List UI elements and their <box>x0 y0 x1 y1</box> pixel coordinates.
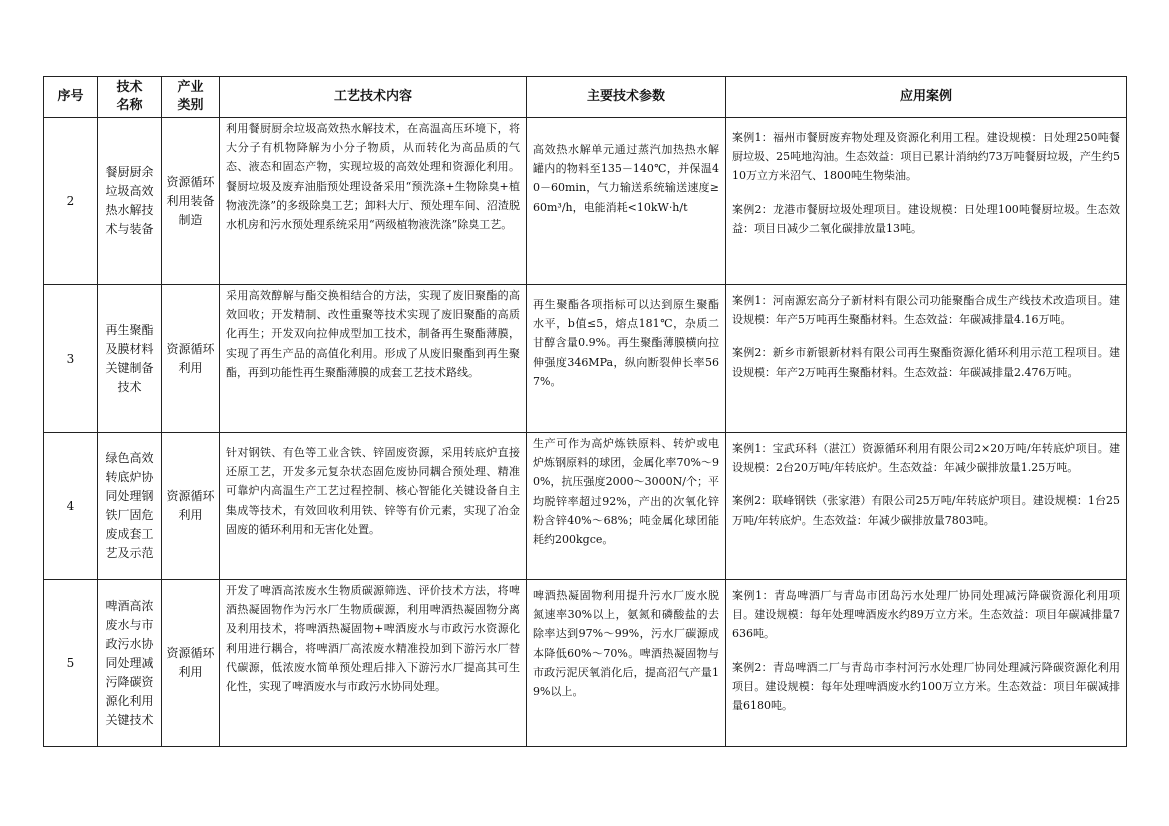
tech-name <box>98 433 162 580</box>
header-params: 主要技术参数 <box>527 77 726 118</box>
tech-name-text: 啤酒高浓废水与市政污水协同处理减污降碳资源化利用关键技术 <box>105 598 154 727</box>
case-2: 案例2：联峰钢铁（张家港）有限公司25万吨/年转底炉项目。建设规模：1台25万吨/年转底炉。生态效益：年减少碳排放量7803吨。 <box>732 494 1120 527</box>
tech-name <box>98 285 162 433</box>
main-params-text: 生产可作为高炉炼铁原料、转炉或电炉炼钢原料的球团，金属化率70%～90%，抗压强度2000～3000N/个；平均脱锌率超过92%，产出的次氧化锌粉含锌40%～68%；吨金属化球团能耗约200kgce。 <box>533 437 719 547</box>
case-1: 案例1：青岛啤酒厂与青岛市团岛污水处理厂协同处理减污降碳资源化利用项目。建设规模：每年处理啤酒废水约89万立方米。生态效益：项目年碳减排量7636吨。 <box>732 589 1120 641</box>
header-category <box>162 77 220 118</box>
case-1: 案例1：福州市餐厨废弃物处理及资源化利用工程。建设规模：日处理250吨餐厨垃圾、25吨地沟油。生态效益：项目已累计消纳约73万吨餐厨垃圾，产生约510万立方米沼气、1800吨生物柴油。 <box>732 131 1120 183</box>
tech-name-text: 再生聚酯及膜材料关键制备技术 <box>105 322 154 394</box>
table-row <box>44 118 1127 285</box>
row-number: 3 <box>44 285 98 433</box>
row-number: 4 <box>44 433 98 580</box>
case-1: 案例1：河南源宏高分子新材料有限公司功能聚酯合成生产线技术改造项目。建设规模：年产5万吨再生聚酯材料。生态效益：年碳减排量4.16万吨。 <box>732 294 1120 327</box>
header-no: 序号 <box>44 77 98 118</box>
tech-name <box>98 118 162 285</box>
process-content-text: 利用餐厨厨余垃圾高效热水解技术，在高温高压环境下，将大分子有机物降解为小分子物质，从而转化为高品质的气态、液态和固态产物，实现垃圾的高效处理和资源化利用。餐厨垃圾及废弃油脂预处理设备采用“预洗涤+生物除臭+植物液洗涤”的多级除臭工艺；卸料大厅、预处理车间、沼渣脱水机房和污水预处理系统采用“两级植物液洗涤”除臭工艺。 <box>226 122 520 232</box>
main-params <box>527 433 726 580</box>
process-content-text: 针对钢铁、有色等工业含铁、锌固废资源，采用转底炉直接还原工艺，开发多元复杂状态固危废协同耦合预处理、精准可靠炉内高温生产工艺过程控制、核心智能化关键设备自主集成等技术，有效回收利用铁、锌等有价元素，实现了冶金固废的循环利用和无害化处置。 <box>226 446 520 536</box>
industry-category-text: 资源循环利用 <box>166 341 215 375</box>
row-number: 5 <box>44 580 98 747</box>
industry-category <box>162 580 220 747</box>
main-params <box>527 118 726 285</box>
application-cases <box>726 285 1127 433</box>
industry-category <box>162 285 220 433</box>
main-params <box>527 580 726 747</box>
application-cases <box>726 118 1127 285</box>
application-cases <box>726 580 1127 747</box>
case-2: 案例2：青岛啤酒二厂与青岛市李村河污水处理厂协同处理减污降碳资源化利用项目。建设规模：每年处理啤酒废水约100万立方米。生态效益：项目年碳减排量6180吨。 <box>732 660 1120 713</box>
case-1: 案例1：宝武环科（湛江）资源循环利用有限公司2×20万吨/年转底炉项目。建设规模：2台20万吨/年转底炉。生态效益：年减少碳排放量1.25万吨。 <box>732 442 1120 475</box>
industry-category <box>162 118 220 285</box>
main-params-text: 再生聚酯各项指标可以达到原生聚酯水平，b值≤5，熔点181℃，杂质二甘醇含量0.9%。再生聚酯薄膜横向拉伸强度346MPa，纵向断裂伸长率567%。 <box>533 298 719 388</box>
process-content-text: 开发了啤酒高浓废水生物质碳源筛选、评价技术方法，将啤酒热凝固物作为污水厂生物质碳源，利用啤酒热凝固物分离及利用技术，将啤酒热凝固物+啤酒废水与市政污水资源化利用进行耦合，将啤酒厂高浓废水精准投加到下游污水厂替代碳源，低浓废水简单预处理后排入下游污水厂提高其可生化性，实现了啤酒废水与市政污水协同处理。 <box>226 584 520 694</box>
tech-name-text: 餐厨厨余垃圾高效热水解技术与装备 <box>105 165 154 236</box>
header-name-text: 技术名称 <box>116 80 143 113</box>
table-row <box>44 433 1127 580</box>
tech-name <box>98 580 162 747</box>
table-row <box>44 285 1127 433</box>
process-content-text: 采用高效醇解与酯交换相结合的方法，实现了废旧聚酯的高效回收；开发精制、改性重聚等技术实现了废旧聚酯的高质化再生；开发双向拉伸成型加工技术，制备再生聚酯薄膜，实现了再生产品的高值化利用。形成了从废旧聚酯到再生聚酯，再到功能性再生聚酯薄膜的成套工艺技术路线。 <box>226 289 520 379</box>
process-content <box>220 285 527 433</box>
table-header-row <box>44 77 1127 118</box>
case-2: 案例2：新乡市新银新材料有限公司再生聚酯资源化循环利用示范工程项目。建设规模：年产2万吨再生聚酯材料。生态效益：年碳减排量2.476万吨。 <box>732 346 1120 379</box>
industry-category-text: 资源循环利用 <box>166 489 215 522</box>
header-name <box>98 77 162 118</box>
main-params <box>527 285 726 433</box>
header-process: 工艺技术内容 <box>220 77 527 118</box>
header-category-text: 产业类别 <box>177 80 204 113</box>
main-params-text: 高效热水解单元通过蒸汽加热热水解罐内的物料至135－140℃，并保温40－60min，气力输送系统输送速度≥60m³/h，电能消耗<10kW·h/t <box>533 143 719 214</box>
row-number: 2 <box>44 118 98 285</box>
main-params-text: 啤酒热凝固物利用提升污水厂废水脱氮速率30%以上，氨氮和磷酸盐的去除率达到97%～99%，污水厂碳源成本降低60%～70%。啤酒热凝固物与市政污泥厌氧消化后，提高沼气产量19%以上。 <box>533 589 719 699</box>
industry-category <box>162 433 220 580</box>
process-content <box>220 433 527 580</box>
industry-category-text: 资源循环利用装备制造 <box>166 174 215 227</box>
tech-name-text: 绿色高效转底炉协同处理钢铁厂固危废成套工艺及示范 <box>105 451 154 560</box>
process-content <box>220 580 527 747</box>
table-row <box>44 580 1127 747</box>
industry-category-text: 资源循环利用 <box>166 646 215 679</box>
header-cases: 应用案例 <box>726 77 1127 118</box>
process-content <box>220 118 527 285</box>
technology-table <box>43 76 1127 747</box>
case-2: 案例2：龙港市餐厨垃圾处理项目。建设规模：日处理100吨餐厨垃圾。生态效益：项目日减少二氧化碳排放量13吨。 <box>732 202 1120 235</box>
application-cases <box>726 433 1127 580</box>
